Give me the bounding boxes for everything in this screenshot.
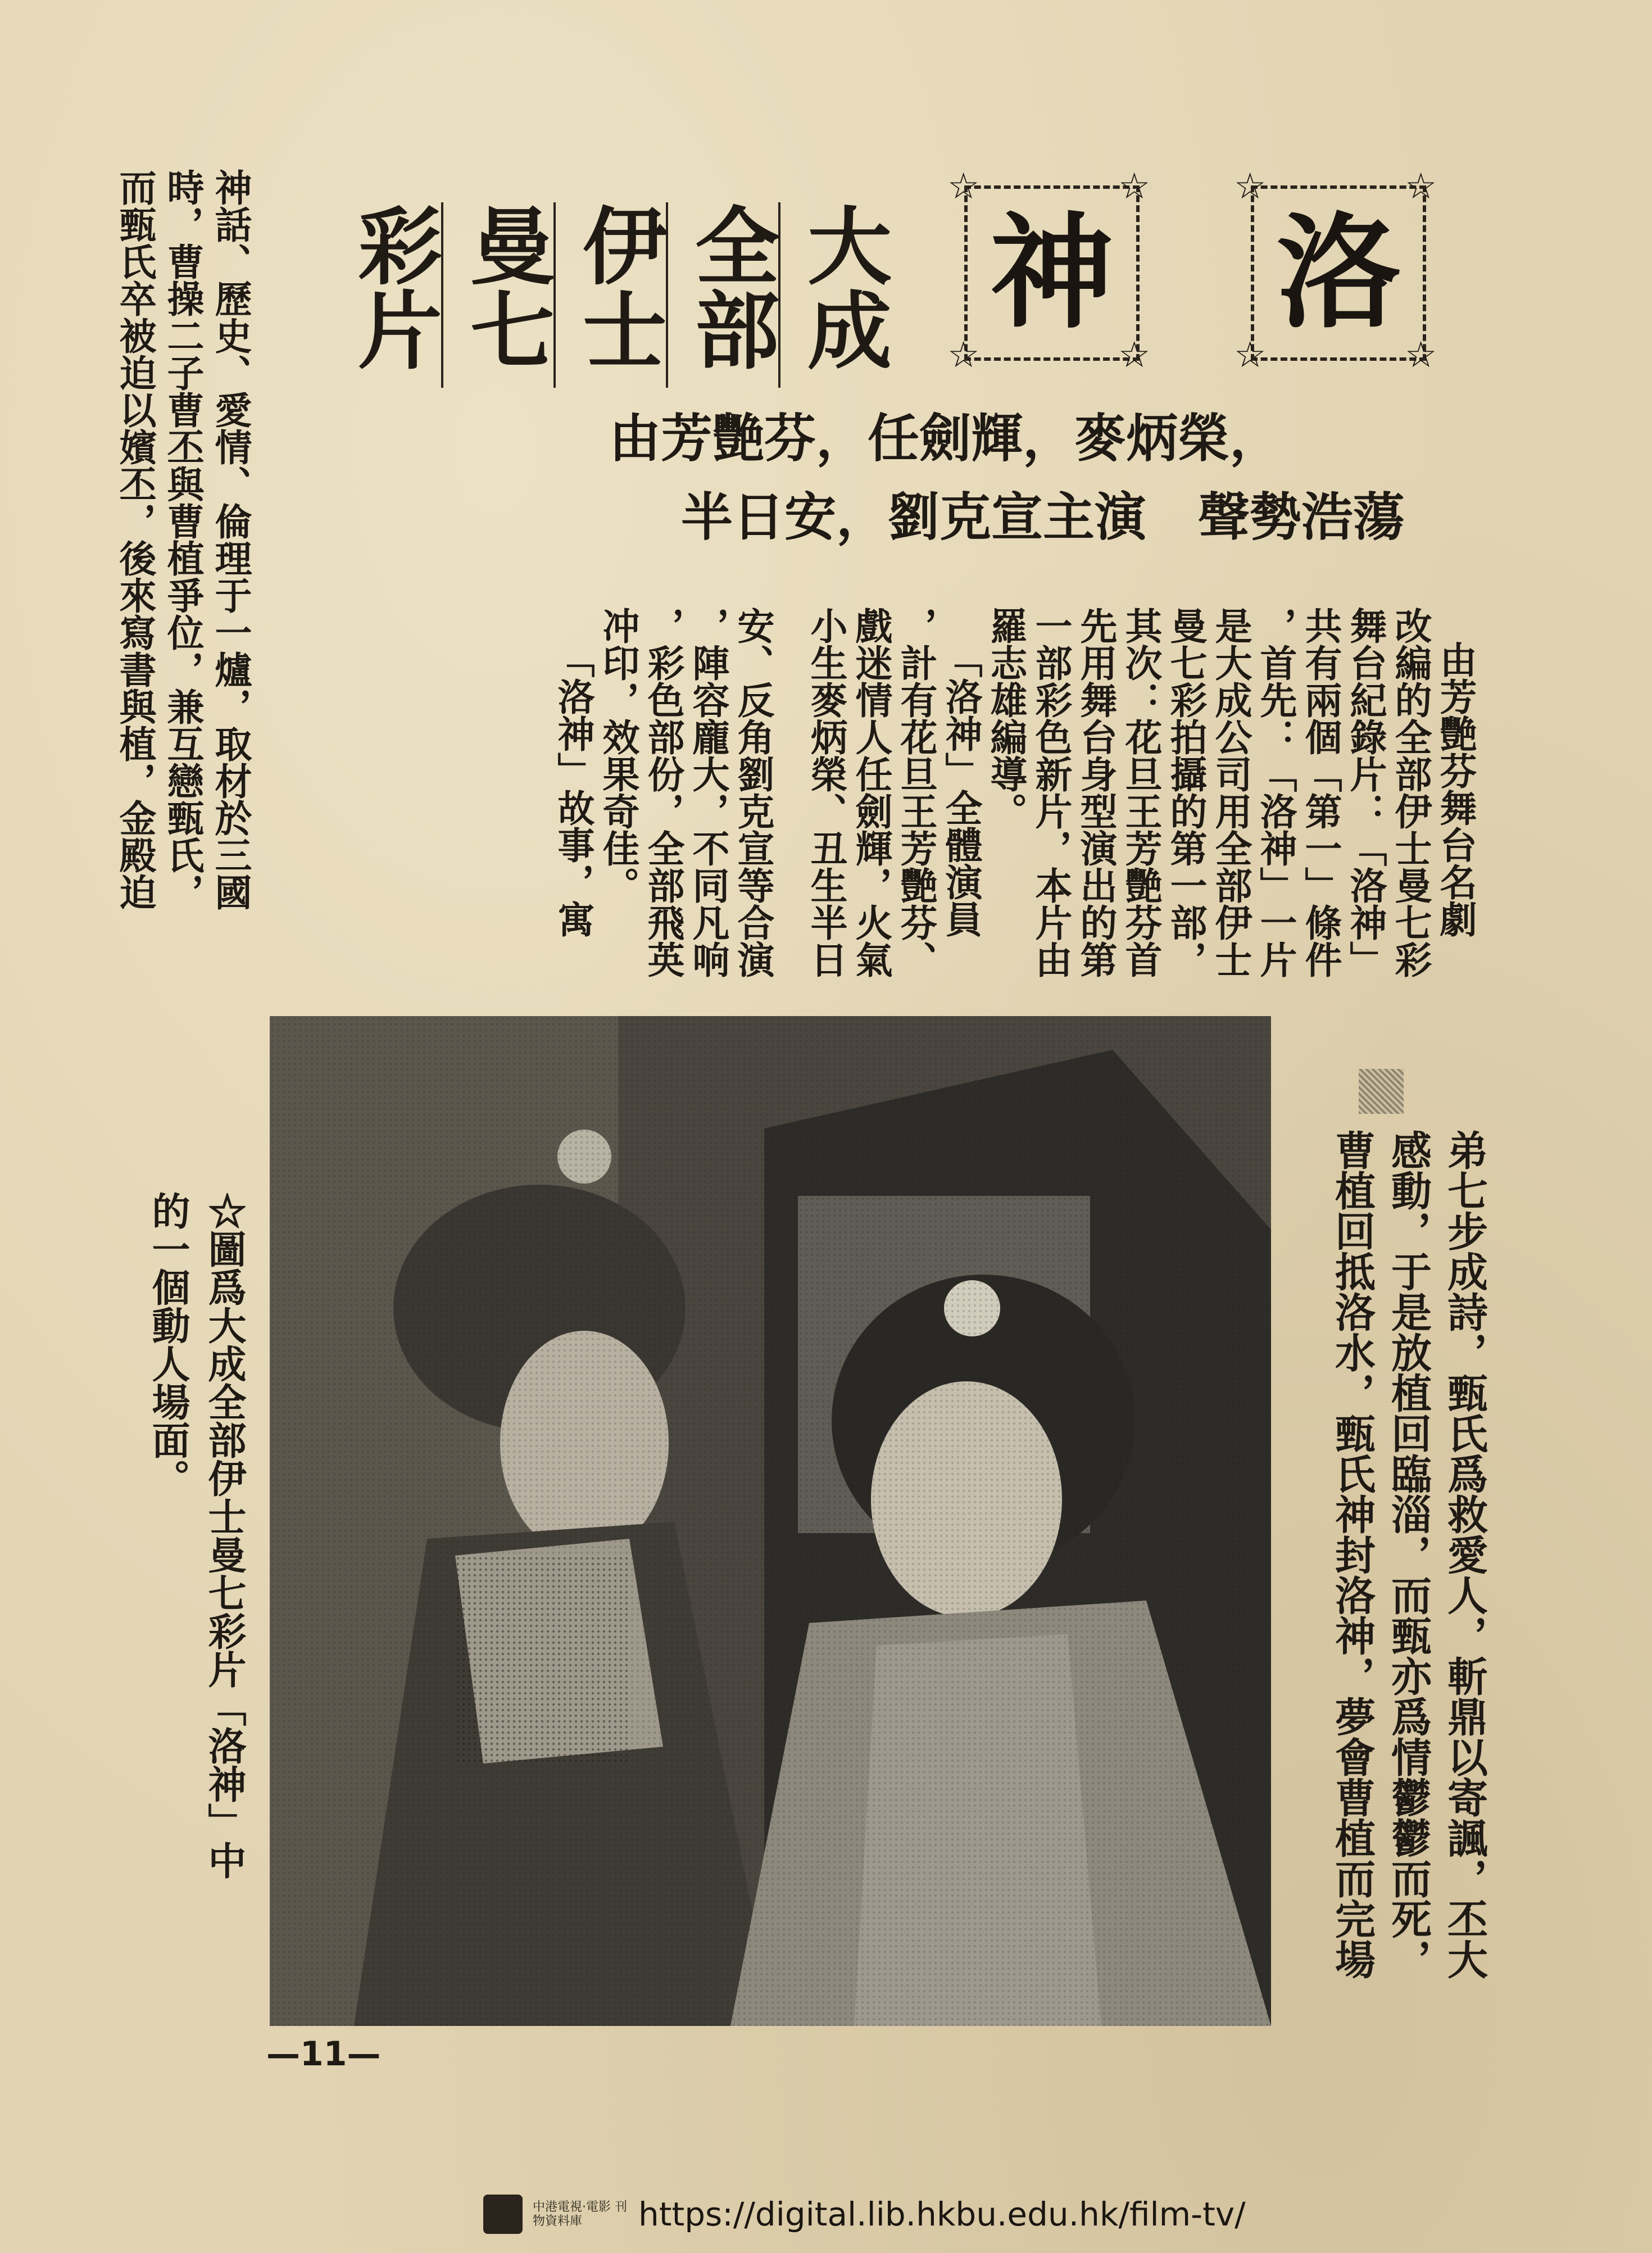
subtitle-col-5: 彩片	[343, 202, 441, 371]
text-column: 羅志雄編導。	[984, 607, 1028, 829]
text-column: 「洛神」故事，寓	[551, 641, 595, 937]
text-column: 改編的全部伊士曼七彩	[1388, 607, 1432, 978]
star-icon: ☆	[947, 334, 980, 376]
text-column: 共有兩個「第一」條件	[1299, 607, 1342, 978]
body-right-top	[775, 607, 1478, 1000]
text-column: ，計有花旦王芳艷芬、	[894, 607, 938, 978]
subtitle-col-3: 伊士	[568, 202, 666, 371]
text-column: 其次：花旦王芳艷芬首	[1119, 607, 1163, 978]
text-column: ，首先：「洛神」一片	[1254, 607, 1297, 978]
opera-scene-photo	[270, 1016, 1271, 2026]
photo-illustration	[270, 1016, 1271, 2026]
star-icon: ☆	[1234, 334, 1267, 376]
watermark-label: 中港電視·電影 刊物資料庫	[533, 2200, 627, 2228]
body-right-bottom	[1304, 1130, 1489, 2040]
body-left	[101, 169, 253, 1023]
text-column: 曼七彩拍攝的第一部，	[1164, 607, 1208, 978]
subtitle-divider	[553, 202, 556, 388]
star-icon: ☆	[1405, 166, 1437, 207]
subtitle-col-2: 全部	[680, 202, 778, 371]
library-logo-icon	[483, 2195, 523, 2234]
subtitle-col-4: 曼七	[456, 202, 553, 371]
star-icon: ☆	[1118, 166, 1151, 207]
text-column: 曹植回抵洛水，甄氏神封洛神，夢會曹植而完場	[1328, 1130, 1376, 1979]
text-column: 先用舞台身型演出的第	[1074, 607, 1118, 978]
text-column: 「洛神」全體演員	[939, 641, 983, 937]
credits-line-2: 半日安，劉克宣主演 聲勢浩蕩	[680, 487, 1405, 547]
text-column: ，陣容龐大，不同凡响	[686, 607, 730, 978]
text-column: 舞台紀錄片：「洛神」	[1344, 607, 1387, 978]
text-column: 時，曹操二子曹丕與曹植爭位，兼互戀甄氏，	[161, 169, 205, 910]
text-column: 由芳艷芬舞台名劇	[1433, 641, 1477, 937]
star-icon: ☆	[947, 166, 980, 207]
watermark-url[interactable]: https://digital.lib.hkbu.edu.hk/film-tv/	[638, 2195, 1246, 2233]
caption-line: 的一個動人場面。	[146, 1191, 190, 1497]
star-icon: ☆	[1118, 334, 1151, 376]
text-column: ，彩色部份，全部飛英	[641, 607, 685, 978]
title-char-luo: 洛	[1276, 201, 1400, 345]
text-column: 安、反角劉克宣等合演	[731, 607, 775, 978]
body-right-top-cont	[303, 607, 775, 1000]
title-box-luo	[1251, 185, 1426, 361]
credits-line-1: 由芳艷芬，任劍輝，麥炳榮，	[609, 409, 1281, 469]
subtitle-col-1: 大成	[793, 202, 891, 371]
subtitle-divider	[666, 202, 668, 388]
text-column: 神話、歷史、愛情、倫理于一爐，取材於三國	[208, 169, 252, 910]
watermark	[483, 2189, 1246, 2240]
title-box-shen	[964, 185, 1140, 361]
star-icon: ☆	[1234, 166, 1267, 207]
title-char-shen: 神	[990, 201, 1114, 345]
text-column: 小生麥炳榮、丑生半日	[804, 607, 848, 978]
text-column: 而甄氏卒被迫以嬪丕，後來寫書與植，金殿迫	[113, 169, 157, 910]
star-icon: ☆	[1405, 334, 1437, 376]
text-column: 是大成公司用全部伊士	[1209, 607, 1252, 978]
caption-line: ☆圖爲大成全部伊士曼七彩片「洛神」中	[202, 1191, 247, 1879]
text-column: 一部彩色新片，本片由	[1029, 607, 1073, 978]
subtitle-divider	[778, 202, 780, 388]
photo-caption	[112, 1191, 247, 2034]
page-number: —11—	[266, 2034, 381, 2074]
subtitle-divider	[441, 202, 443, 388]
text-column: 戲迷情人任劍輝，火氣	[849, 607, 893, 978]
text-column: 弟七步成詩，甄氏爲救愛人，斬鼎以寄諷，丕大	[1441, 1130, 1488, 1979]
text-column: 感動，于是放植回臨淄，而甄亦爲情鬱鬱而死，	[1385, 1130, 1432, 1979]
text-column: 冲印，效果奇佳。	[596, 607, 640, 904]
print-mark	[1359, 1069, 1404, 1114]
